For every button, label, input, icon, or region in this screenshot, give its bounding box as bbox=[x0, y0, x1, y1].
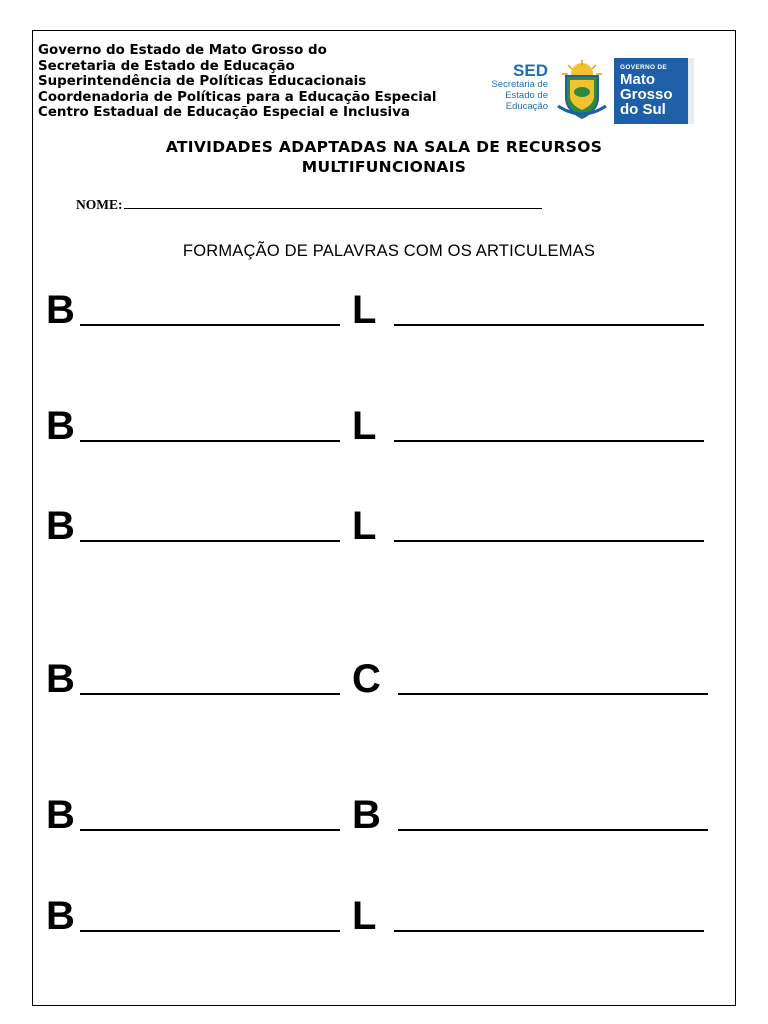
left-cell bbox=[46, 894, 346, 944]
word-row bbox=[46, 793, 726, 843]
right-cell bbox=[352, 793, 712, 843]
sed-logo-line: Secretaria de bbox=[491, 79, 548, 90]
name-field[interactable] bbox=[76, 196, 556, 213]
answer-blank[interactable] bbox=[398, 693, 708, 695]
syllable-letter: C bbox=[352, 657, 381, 701]
state-crest-icon bbox=[554, 60, 610, 124]
government-logo bbox=[482, 58, 694, 126]
header-line: Secretaria de Estado de Educação bbox=[38, 58, 295, 74]
syllable-letter: B bbox=[46, 793, 75, 837]
answer-blank[interactable] bbox=[80, 540, 340, 542]
syllable-letter: L bbox=[352, 504, 377, 548]
sed-logo-title: SED bbox=[513, 61, 548, 80]
institution-header bbox=[38, 43, 478, 121]
gov-big-text: Grosso bbox=[620, 86, 673, 103]
gov-big-text: do Sul bbox=[620, 101, 666, 118]
word-row bbox=[46, 894, 726, 944]
answer-blank[interactable] bbox=[394, 324, 704, 326]
gov-big-text: Mato bbox=[620, 71, 655, 88]
title-line: ATIVIDADES ADAPTADAS NA SALA DE RECURSOS bbox=[165, 138, 603, 156]
syllable-letter: B bbox=[46, 504, 75, 548]
header-line: Governo do Estado de Mato Grosso do bbox=[38, 43, 327, 58]
answer-blank[interactable] bbox=[80, 829, 340, 831]
left-cell bbox=[46, 504, 346, 554]
right-cell bbox=[352, 404, 712, 454]
answer-blank[interactable] bbox=[398, 829, 708, 831]
word-row bbox=[46, 504, 726, 554]
answer-blank[interactable] bbox=[394, 440, 704, 442]
right-cell bbox=[352, 504, 712, 554]
word-row bbox=[46, 404, 726, 454]
answer-blank[interactable] bbox=[80, 324, 340, 326]
sed-logo-line: Estado de bbox=[505, 90, 548, 101]
name-label: NOME: bbox=[76, 197, 123, 212]
header-line: Coordenadoria de Políticas para a Educação Especial bbox=[38, 89, 437, 105]
title-line: MULTIFUNCIONAIS bbox=[301, 158, 467, 176]
syllable-letter: B bbox=[46, 404, 75, 448]
answer-blank[interactable] bbox=[80, 930, 340, 932]
left-cell bbox=[46, 288, 346, 338]
word-row bbox=[46, 288, 726, 338]
activity-subtitle: FORMAÇÃO DE PALAVRAS COM OS ARTICULEMAS bbox=[182, 242, 596, 260]
syllable-letter: B bbox=[46, 894, 75, 938]
right-cell bbox=[352, 288, 712, 338]
answer-blank[interactable] bbox=[80, 440, 340, 442]
gov-small-text: GOVERNO DE bbox=[620, 64, 668, 71]
sed-logo bbox=[482, 62, 548, 112]
left-cell bbox=[46, 657, 346, 707]
syllable-letter: B bbox=[46, 657, 75, 701]
gov-ms-badge bbox=[614, 58, 694, 124]
left-cell bbox=[46, 793, 346, 843]
document-title bbox=[60, 137, 708, 177]
header-line: Centro Estadual de Educação Especial e Inclusiva bbox=[38, 105, 410, 121]
right-cell bbox=[352, 894, 712, 944]
answer-blank[interactable] bbox=[394, 930, 704, 932]
name-blank-line[interactable] bbox=[124, 196, 542, 209]
answer-blank[interactable] bbox=[80, 693, 340, 695]
answer-blank[interactable] bbox=[394, 540, 704, 542]
syllable-letter: B bbox=[352, 793, 381, 837]
header-line: Superintendência de Políticas Educacionais bbox=[38, 74, 367, 90]
syllable-letter: L bbox=[352, 894, 377, 938]
syllable-letter: B bbox=[46, 288, 75, 332]
left-cell bbox=[46, 404, 346, 454]
sed-logo-line: Educação bbox=[505, 101, 548, 112]
syllable-letter: L bbox=[352, 404, 377, 448]
syllable-letter: L bbox=[352, 288, 377, 332]
word-row bbox=[46, 657, 726, 707]
right-cell bbox=[352, 657, 712, 707]
